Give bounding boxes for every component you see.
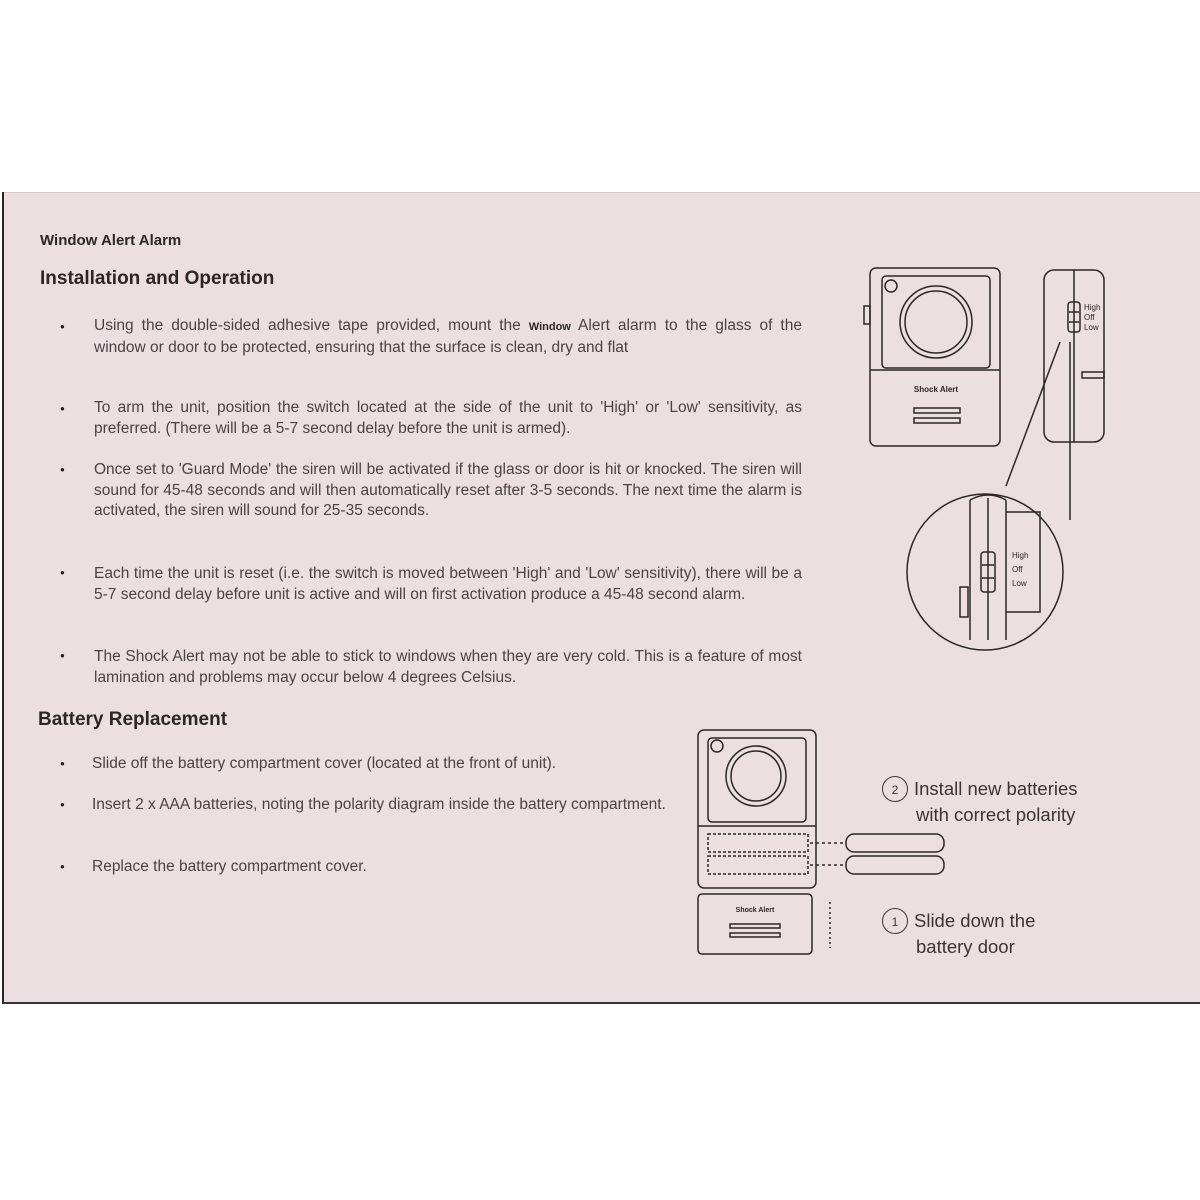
battery-step-install: 2 Install new batteries with correct polarity xyxy=(882,776,1078,827)
side-label-high: High xyxy=(1084,303,1101,312)
battery-slot xyxy=(708,856,808,874)
document-title: Window Alert Alarm xyxy=(40,232,182,249)
zoom-label-low: Low xyxy=(1012,579,1027,588)
device-front-outline xyxy=(870,268,1000,446)
bullet-dot: ● xyxy=(60,800,65,809)
bullet-dot: ● xyxy=(60,322,65,331)
installation-diagram xyxy=(860,262,1120,662)
battery-icon xyxy=(846,856,944,874)
step-number-1: 1 xyxy=(882,908,908,934)
sheet-edge xyxy=(4,192,1200,193)
install-step-1: Using the double-sided adhesive tape provided, mount the Window Alert alarm to the glass of the window or door to be protected, ensuring that the surface is clean, dry and flat xyxy=(94,317,802,356)
instruction-sheet xyxy=(2,192,1200,1004)
device-front-face xyxy=(882,276,990,368)
device-open-outline xyxy=(698,730,816,888)
bullet-dot: ● xyxy=(60,759,65,768)
screw-icon xyxy=(711,740,723,752)
battery-step-2: Insert 2 x AAA batteries, noting the polarity diagram inside the battery compartment. xyxy=(92,796,666,813)
battery-slot xyxy=(708,834,808,852)
install-step-3: Once set to 'Guard Mode' the siren will be activated if the glass or door is hit or knocked. The siren will sound for 45-48 seconds and will then automatically reset after 3-5 seconds. The next time the alarm is activated, the siren will sound for 25-35 seconds. xyxy=(94,461,802,519)
device-label-bottom: Shock Alert xyxy=(735,907,775,914)
zoom-label-off: Off xyxy=(1012,565,1023,574)
battery-step-1: Slide off the battery compartment cover (located at the front of unit). xyxy=(92,755,557,772)
install-step-4: Each time the unit is reset (i.e. the switch is moved between 'High' and 'Low' sensitivity), there will be a 5-7 second delay before unit is active and will on first activation produce a 45-48 second alarm. xyxy=(94,565,802,603)
device-label-top: Shock Alert xyxy=(913,385,959,394)
battery-icon xyxy=(846,834,944,852)
bullet-dot: ● xyxy=(60,568,65,577)
side-label-off: Off xyxy=(1084,313,1095,322)
siren-icon xyxy=(726,746,786,806)
screw-icon xyxy=(885,280,897,292)
bullet-dot: ● xyxy=(60,465,65,474)
battery-heading: Battery Replacement xyxy=(38,709,228,730)
zoom-label-high: High xyxy=(1012,551,1029,560)
step-number-2: 2 xyxy=(882,776,908,802)
bullet-dot: ● xyxy=(60,404,65,413)
install-step-2: To arm the unit, position the switch located at the side of the unit to 'High' or 'Low' sensitivity, as preferred. (There will be a 5-7 second delay before the unit is armed). xyxy=(94,399,802,437)
side-label-low: Low xyxy=(1084,323,1099,332)
bullet-dot: ● xyxy=(60,651,65,660)
bullet-dot: ● xyxy=(60,862,65,871)
battery-step-slide: 1 Slide down the battery door xyxy=(882,908,1035,959)
battery-step-3: Replace the battery compartment cover. xyxy=(92,858,367,875)
installation-heading: Installation and Operation xyxy=(40,268,275,289)
siren-icon xyxy=(900,286,972,358)
install-step-5: The Shock Alert may not be able to stick to windows when they are very cold. This is a feature of most lamination and problems may occur below 4 degrees Celsius. xyxy=(94,648,802,686)
